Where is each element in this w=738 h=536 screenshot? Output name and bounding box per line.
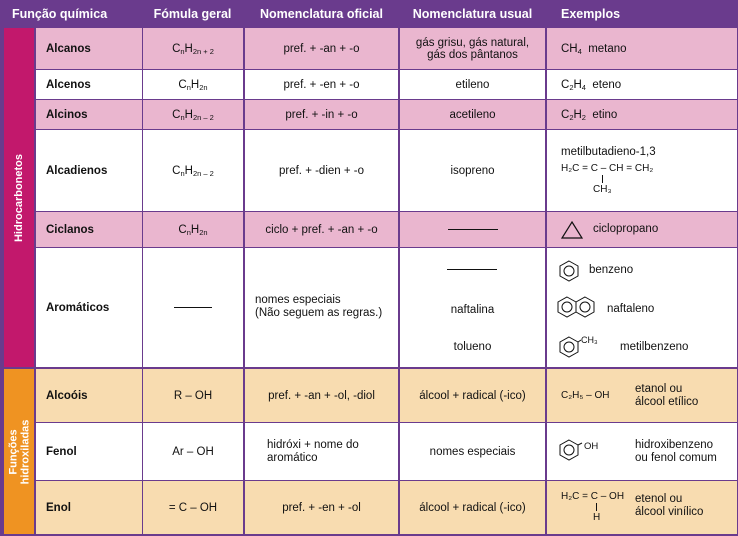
header-formula: Fómula geral — [153, 7, 232, 21]
row-aromaticos-usual-3: tolueno — [453, 341, 492, 353]
row-alcadienos-usual: isopreno — [400, 130, 545, 211]
toluene-ring-icon — [559, 336, 581, 358]
naphthalene-icon — [557, 296, 595, 318]
row-alcenos-example: $C_2H_4$ eteno — [547, 70, 737, 99]
group-hidroxiladas-label — [7, 419, 31, 484]
cyclopropane-icon — [561, 220, 583, 240]
row-fenol-name: Fenol — [36, 423, 142, 480]
row-alcenos-usual: etileno — [400, 70, 545, 99]
row-alcanos-oficial: pref. + -an + -o — [245, 28, 398, 69]
row-alcenos-ex-hsub: 4 — [581, 82, 586, 92]
row-alcanos-example: $CH_4$ metano — [547, 28, 737, 69]
row-alcinos-formula: $C_nH_{2n - 2}$ — [143, 100, 243, 129]
header-usual: Nomenclatura usual — [412, 7, 533, 21]
row-alcinos-usual: acetileno — [400, 100, 545, 129]
row-alcadienos-ex-name: metilbutadieno-1,3 — [561, 146, 656, 158]
row-alcoois-name: Alcoóis — [36, 369, 142, 422]
row-aromaticos-name: Aromáticos — [36, 248, 142, 367]
row-enol-name: Enol — [36, 481, 142, 534]
row-enol-usual: álcool + radical (-ico) — [400, 481, 545, 534]
row-ciclanos-usual — [400, 212, 545, 247]
row-alcinos-name: Alcinos — [36, 100, 142, 129]
row-ciclanos-formula: $C_nH_{2n}$ — [143, 212, 243, 247]
row-enol-ex-line1: H₂C = C – OH — [561, 491, 625, 502]
row-enol-example — [547, 481, 737, 534]
header-funcao: Função química — [12, 7, 108, 21]
row-enol-ex-bond — [596, 503, 597, 511]
row-alcoois-ex-name-1: etanol ou — [635, 383, 683, 395]
row-alcenos-ex-name: eteno — [592, 78, 622, 91]
row-fenol-ex-name-2: ou fenol comum — [635, 452, 717, 464]
row-ciclanos-formula-sub: 2n — [199, 227, 208, 237]
row-ciclanos-ex-name: ciclopropano — [593, 223, 659, 235]
row-alcoois-oficial: pref. + -an + -ol, -diol — [245, 369, 398, 422]
row-alcenos-ex-csub: 2 — [569, 82, 574, 92]
row-ciclanos-name: Ciclanos — [36, 212, 142, 247]
header-exemplos: Exemplos — [561, 7, 621, 21]
row-enol-ex-line2: H — [593, 512, 601, 523]
row-alcanos-ex-name: metano — [588, 42, 627, 55]
row-aromaticos-ex-3-group: CH₃ — [581, 335, 598, 345]
row-enol-ex-name-1: etenol ou — [635, 493, 683, 505]
group-hidroxiladas-label-2: hidroxiladas — [19, 419, 32, 484]
row-alcenos-formula: $C_nH_{2n}$ — [143, 70, 243, 99]
group-hidrocarbonetos — [4, 28, 34, 367]
row-alcadienos-ex-bond — [602, 175, 603, 183]
row-alcoois-formula: R – OH — [143, 369, 243, 422]
group-hidroxiladas-label-1: Funções — [7, 428, 20, 475]
row-enol-ex-name-2: álcool vinílico — [635, 506, 704, 518]
row-alcoois-ex-formula: C₂H₅ – OH — [561, 390, 610, 401]
row-alcadienos-ex-line2: CH₃ — [593, 184, 612, 195]
row-alcenos-name: Alcenos — [36, 70, 142, 99]
row-ciclanos-example — [547, 212, 737, 247]
benzene-icon — [559, 260, 579, 282]
row-alcinos-formula-sub: 2n – 2 — [192, 112, 214, 122]
row-alcoois-ex-name-2: álcool etílico — [635, 396, 699, 408]
row-aromaticos-example — [547, 248, 737, 367]
row-alcadienos-ex-line1: H₂C = C – CH = CH₂ — [561, 163, 654, 174]
row-alcanos-name: Alcanos — [36, 28, 142, 69]
header-oficial: Nomenclatura oficial — [260, 7, 383, 21]
row-alcadienos-formula: $C_nH_{2n - 2}$ — [143, 130, 243, 211]
row-fenol-oficial-1: hidróxi + nome do — [267, 439, 359, 451]
row-alcanos-ex-sub: 4 — [577, 46, 582, 56]
row-alcanos-formula: $C_nH_{2n + 2}$ — [143, 28, 243, 69]
row-alcinos-ex-hsub: 2 — [581, 112, 586, 122]
row-aromaticos-usual-dash — [447, 269, 497, 270]
row-aromaticos-oficial — [245, 248, 398, 367]
row-alcadienos-oficial: pref. + -dien + -o — [245, 130, 398, 211]
row-alcoois-usual: álcool + radical (-ico) — [400, 369, 545, 422]
row-fenol-oficial-2: aromático — [267, 452, 318, 464]
row-alcenos-formula-sub: 2n — [199, 82, 208, 92]
group-hidroxiladas — [4, 369, 34, 534]
row-alcadienos-formula-sub: 2n – 2 — [192, 168, 214, 178]
row-aromaticos-formula-dash — [174, 307, 212, 308]
row-fenol-formula: Ar – OH — [143, 423, 243, 480]
row-enol-oficial: pref. + -en + -ol — [245, 481, 398, 534]
row-aromaticos-ex-3: metilbenzeno — [620, 341, 689, 353]
row-alcanos-formula-sub: 2n + 2 — [192, 46, 214, 56]
row-aromaticos-formula — [143, 248, 243, 367]
row-fenol-oficial — [245, 423, 398, 480]
row-fenol-ex-name-1: hidroxibenzeno — [635, 439, 714, 451]
group-hidrocarbonetos-label: Hidrocarbonetos — [13, 153, 26, 242]
row-enol-formula: = C – OH — [143, 481, 243, 534]
row-ciclanos-oficial: ciclo + pref. + -an + -o — [245, 212, 398, 247]
row-alcinos-ex-csub: 2 — [569, 112, 574, 122]
row-aromaticos-oficial-1: nomes especiais — [255, 294, 341, 306]
row-alcenos-oficial: pref. + -en + -o — [245, 70, 398, 99]
row-fenol-usual: nomes especiais — [400, 423, 545, 480]
row-aromaticos-ex-1: benzeno — [589, 264, 634, 276]
row-aromaticos-oficial-2: (Não seguem as regras.) — [255, 307, 383, 319]
row-alcoois-example — [547, 369, 737, 422]
row-ciclanos-usual-dash — [448, 229, 498, 230]
row-alcadienos-name: Alcadienos — [36, 130, 142, 211]
row-alcinos-ex-name: etino — [592, 108, 618, 121]
phenol-ring-icon — [559, 439, 583, 461]
row-aromaticos-usual-2: naftalina — [450, 304, 495, 316]
row-aromaticos-ex-2: naftaleno — [607, 303, 655, 315]
row-aromaticos-usual — [400, 248, 545, 367]
row-alcinos-example: $C_2H_2$ etino — [547, 100, 737, 129]
row-alcadienos-example — [547, 130, 737, 211]
row-alcinos-oficial: pref. + -in + -o — [245, 100, 398, 129]
row-fenol-ex-group: OH — [584, 441, 599, 452]
row-alcanos-usual: gás grisu, gás natural, gás dos pântanos — [400, 28, 545, 69]
row-fenol-example — [547, 423, 737, 480]
